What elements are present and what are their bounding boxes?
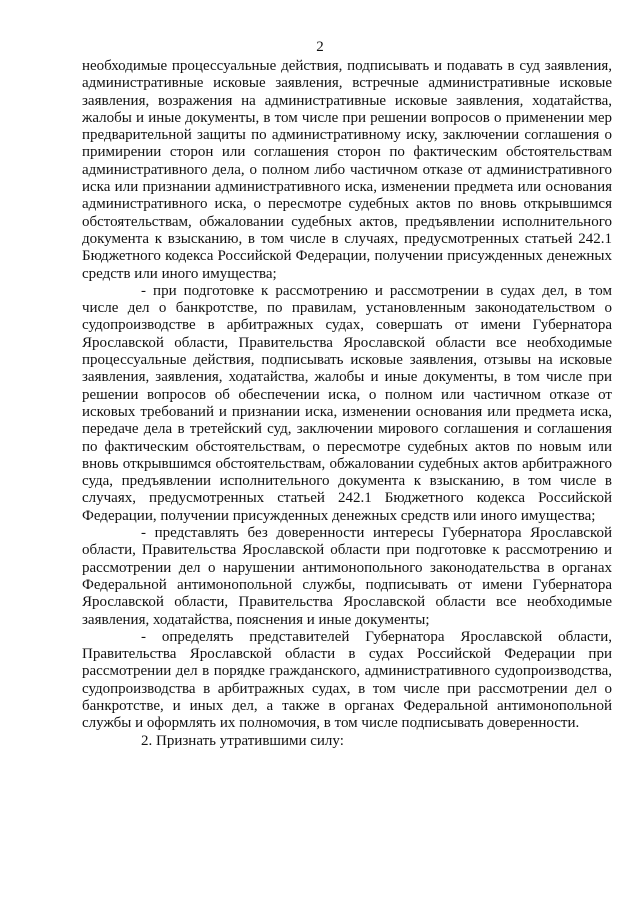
document-body [82,58,612,750]
paragraph-appoint-representatives: - определять представителей Губернатора Ярославской области, Правительства Ярославской области в судах Российской Федерации при рассмотрении дел в порядке гражданского, административного судопроизводства, судопроизводства в арбитражных судах, в том числе при рассмотрении дел о банкротстве, и иных дел, а также в органах Федеральной антимонопольной службы и оформлять их полномочия, в том числе подписывать доверенности. [82,628,612,732]
page-number: 2 [316,39,324,55]
paragraph-continuation: необходимые процессуальные действия, подписывать и подавать в суд заявления, административные исковые заявления, встречные административные исковые заявления, возражения на административные исковые заявления, ходатайства, жалобы и иные документы, в том числе при решении вопросов о применении мер предварительной защиты по административному иску, заключении соглашения о примирении сторон или соглашения сторон по фактическим обстоятельствам административного дела, о полном либо частичном отказе от административного иска или признании административного иска, изменении предмета или основания административного иска, о пересмотре судебных актов по вновь открывшимся обстоятельствам, обжаловании судебных актов, предъявлении исполнительного документа к взысканию, в том числе в случаях, предусмотренных статьей 242.1 Бюджетного кодекса Российской Федерации, получении присужденных денежных средств или иного имущества; [82,58,612,282]
paragraph-arbitration-courts: - при подготовке к рассмотрению и рассмотрении в судах дел, в том числе дел о банкротстве, по правилам, установленным законодательством о судопроизводстве в арбитражных судах, совершать от имени Губернатора Ярославской области, Правительства Ярославской области все необходимые процессуальные действия, подписывать исковые заявления, отзывы на исковые заявления, заявления, ходатайства, жалобы и иные документы, в том числе при решении вопросов об обеспечении иска, о полном или частичном отказе от исковых требований и признании иска, изменении основания или предмета иска, передаче дела в третейский суд, заключении мирового соглашения и соглашения по фактическим обстоятельствам, о пересмотре судебных актов по новым или вновь открывшимся обстоятельствам, обжаловании судебных актов арбитражного суда, предъявлении исполнительного документа к взысканию, в том числе в случаях, предусмотренных статьей 242.1 Бюджетного кодекса Российской Федерации, получении присужденных денежных средств или иного имущества; [82,282,612,524]
paragraph-repeal-heading: 2. Признать утратившими силу: [141,732,344,749]
paragraph-antimonopoly-representation: - представлять без доверенности интересы Губернатора Ярославской области, Правительства Ярославской области при подготовке к рассмотрению и рассмотрении дел о нарушении антимонопольного законодательства в органах Федеральной антимонопольной службы, подписывать от имени Губернатора Ярославской области, Правительства Ярославской области все необходимые заявления, ходатайства, пояснения и иные документы; [82,525,612,628]
